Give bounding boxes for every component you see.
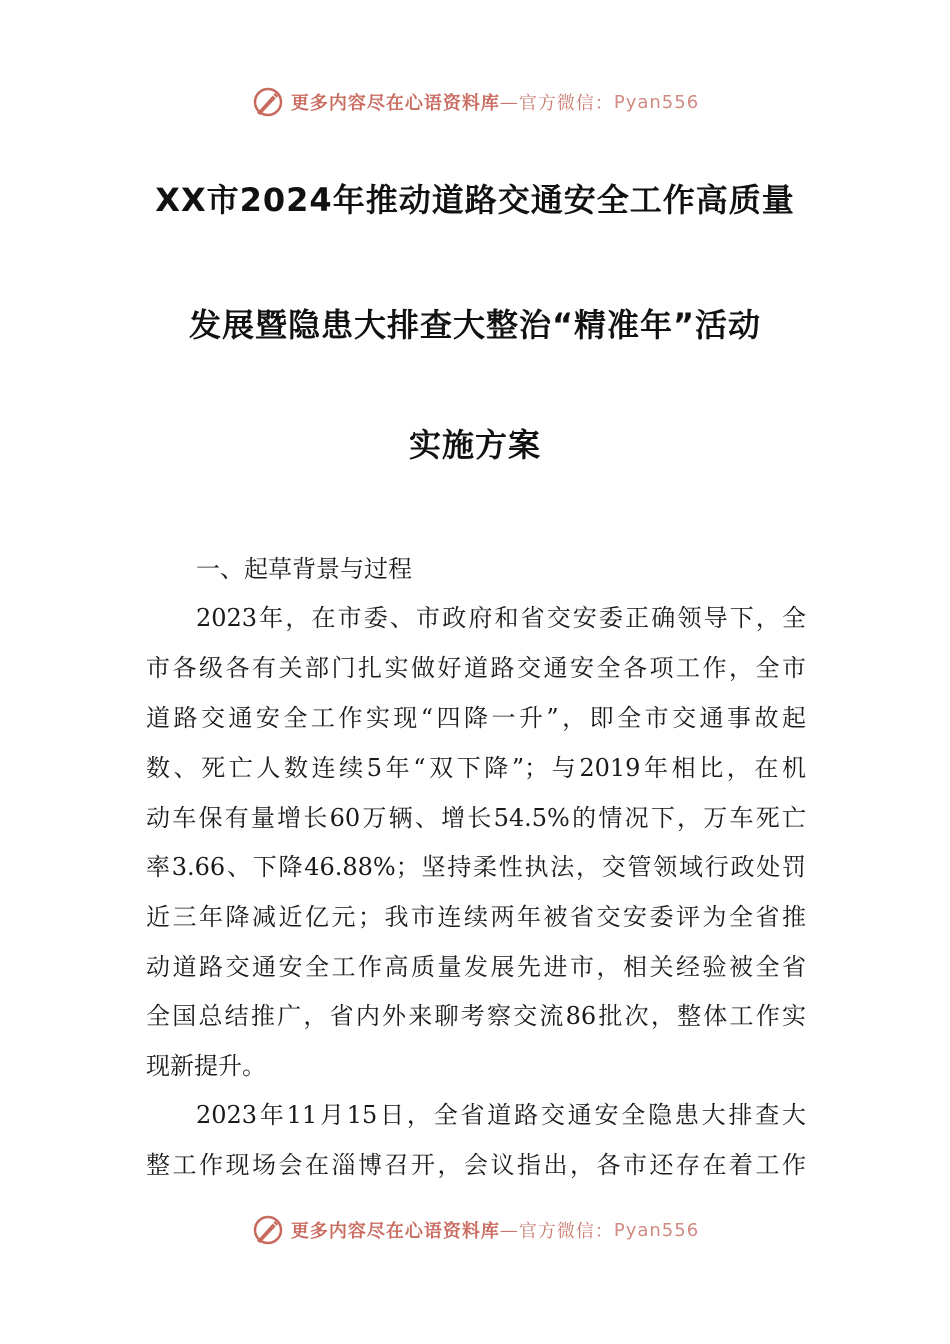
watermark-brand: 更多内容尽在心语资料库 xyxy=(290,93,500,114)
paragraph-line: 2023年11月15日，全省道路交通安全隐患大排查大 xyxy=(196,1101,806,1129)
pen-circle-icon xyxy=(251,85,285,119)
document-title-line-2: 发展暨隐患大排查大整治“精准年”活动 xyxy=(188,306,762,344)
watermark-id: Pyan556 xyxy=(613,91,700,113)
watermark-separator: — xyxy=(499,1219,519,1241)
paragraph-line: 数、死亡人数连续5年“双下降”；与2019年相比，在机 xyxy=(146,754,806,782)
paragraph-line: 动车保有量增长60万辆、增长54.5%的情况下，万车死亡 xyxy=(146,804,806,832)
watermark-brand: 更多内容尽在心语资料库 xyxy=(290,1221,500,1242)
paragraph-line: 2023年，在市委、市政府和省交安委正确领导下，全 xyxy=(196,604,806,632)
paragraph-line: 近三年降减近亿元；我市连续两年被省交安委评为全省推 xyxy=(146,903,806,931)
watermark-label: 官方微信： xyxy=(518,93,614,114)
watermark-separator: — xyxy=(499,91,519,113)
paragraph-line: 率3.66、下降46.88%；坚持柔性执法，交管领域行政处罚 xyxy=(146,853,806,881)
paragraph-line: 全国总结推广，省内外来聊考察交流86批次，整体工作实 xyxy=(146,1002,806,1030)
watermark-top xyxy=(0,82,950,122)
paragraph-line: 市各级各有关部门扎实做好道路交通安全各项工作，全市 xyxy=(146,654,806,682)
section-heading: 一、起草背景与过程 xyxy=(196,555,412,583)
paragraph-line: 动道路交通安全工作高质量发展先进市，相关经验被全省 xyxy=(146,953,806,981)
paragraph-line: 道路交通安全工作实现“四降一升”，即全市交通事故起 xyxy=(146,704,806,732)
paragraph-line: 现新提升。 xyxy=(146,1052,266,1080)
document-title-line-3: 实施方案 xyxy=(408,426,541,464)
pen-circle-icon xyxy=(251,1213,285,1247)
watermark-label: 官方微信： xyxy=(518,1221,614,1242)
watermark-id: Pyan556 xyxy=(613,1219,700,1241)
paragraph-line: 整工作现场会在淄博召开，会议指出，各市还存在着工作 xyxy=(146,1151,806,1179)
watermark-bottom xyxy=(0,1210,950,1250)
document-title-line-1: XX市2024年推动道路交通安全工作高质量 xyxy=(155,181,795,219)
